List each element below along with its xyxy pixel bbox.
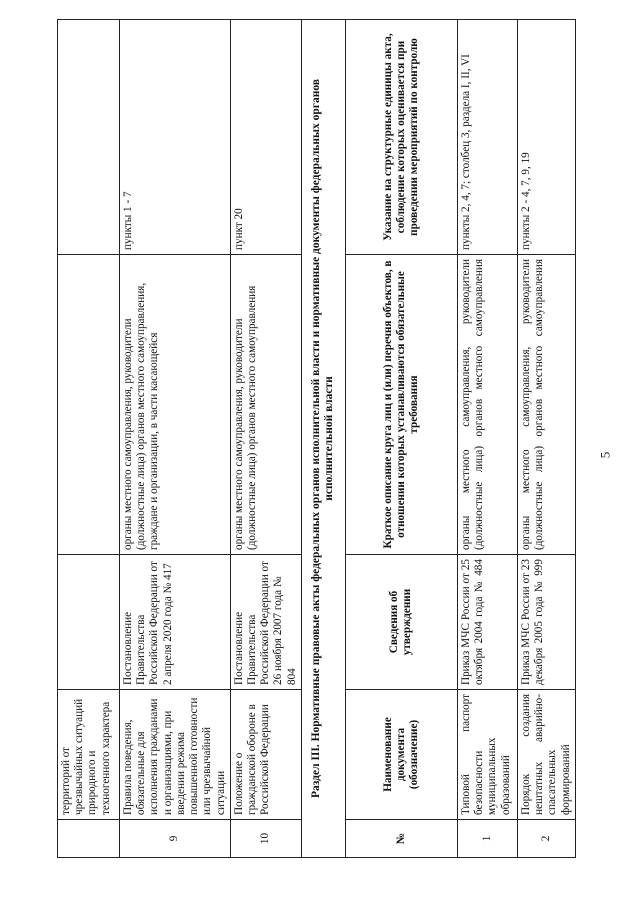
- table-row: [457, 20, 517, 858]
- approval-info: Постановление Правительства Российской Федерации от 2 апреля 2020 года № 417: [120, 555, 231, 690]
- row-number: 10: [230, 820, 301, 858]
- row-number: 2: [517, 820, 575, 858]
- header-persons: Краткое описание круга лиц и (или) перечня объектов, в отношении которых устанавливаются обязательные требования: [345, 255, 457, 555]
- structural-units: пункты 2, 4, 7; столбец 3, раздела I, II, VI: [457, 20, 517, 255]
- structural-units: пункты 1 - 7: [120, 20, 231, 255]
- row-number: 9: [120, 820, 231, 858]
- approval-info: Приказ МЧС России от 25 октября 2004 года № 484: [457, 555, 517, 690]
- header-approval: Сведения об утверждении: [345, 555, 457, 690]
- document-name: Типовой паспорт безопасности муниципальных образований: [457, 690, 517, 820]
- persons-description: органы местного самоуправления, руководители (должностные лица) органов местного самоуправления: [457, 255, 517, 555]
- header-num: №: [345, 820, 457, 858]
- document-name: Правила поведения, обязательные для исполнения гражданами и организациями, при введении режима повышенной готовности или чрезвычайной ситуации: [120, 690, 231, 820]
- structural-units: пункты 2 - 4, 7, 9, 19: [517, 20, 575, 255]
- section-title: Раздел III. Нормативные правовые акты федеральных органов исполнительной власти и нормативные документы федеральных органов исполнительной власти: [301, 20, 345, 858]
- persons-description: органы местного самоуправления, руководители (должностные лица) органов местного самоуправления: [230, 255, 301, 555]
- document-name: Порядок создания нештатных аварийно-спасательных формирований: [517, 690, 575, 820]
- section-title-row: [301, 20, 345, 858]
- persons-description: органы местного самоуправления, руководители (должностные лица) органов местного самоуправления: [517, 255, 575, 555]
- persons-description: органы местного самоуправления, руководители (должностные лица) органов местного самоуправления, граждане и организации, в части касающейся: [120, 255, 231, 555]
- approval-info: Приказ МЧС России от 23 декабря 2005 года № 999: [517, 555, 575, 690]
- header-row: [345, 20, 457, 858]
- structural-units: пункт 20: [230, 20, 301, 255]
- structural-units: [58, 20, 120, 255]
- table-row: [517, 20, 575, 858]
- document-body: [57, 20, 587, 858]
- page-number: 5: [597, 451, 613, 459]
- table-row: [230, 20, 301, 858]
- row-number: 1: [457, 820, 517, 858]
- document-name: Положение о гражданской обороне в Российской Федерации: [230, 690, 301, 820]
- persons-description: [58, 255, 120, 555]
- requirements-table: [57, 19, 576, 858]
- table-row: [120, 20, 231, 858]
- table-row: [58, 20, 120, 858]
- rotated-document: [57, 20, 587, 858]
- approval-info: Постановление Правительства Российской Федерации от 26 ноября 2007 года № 804: [230, 555, 301, 690]
- row-number: [58, 820, 120, 858]
- header-name: Наименование документа (обозначение): [345, 690, 457, 820]
- document-name: территорий от чрезвычайных ситуаций природного и техногенного характера: [58, 690, 120, 820]
- approval-info: [58, 555, 120, 690]
- header-units: Указание на структурные единицы акта, соблюдение которых оценивается при проведении мероприятий по контролю: [345, 20, 457, 255]
